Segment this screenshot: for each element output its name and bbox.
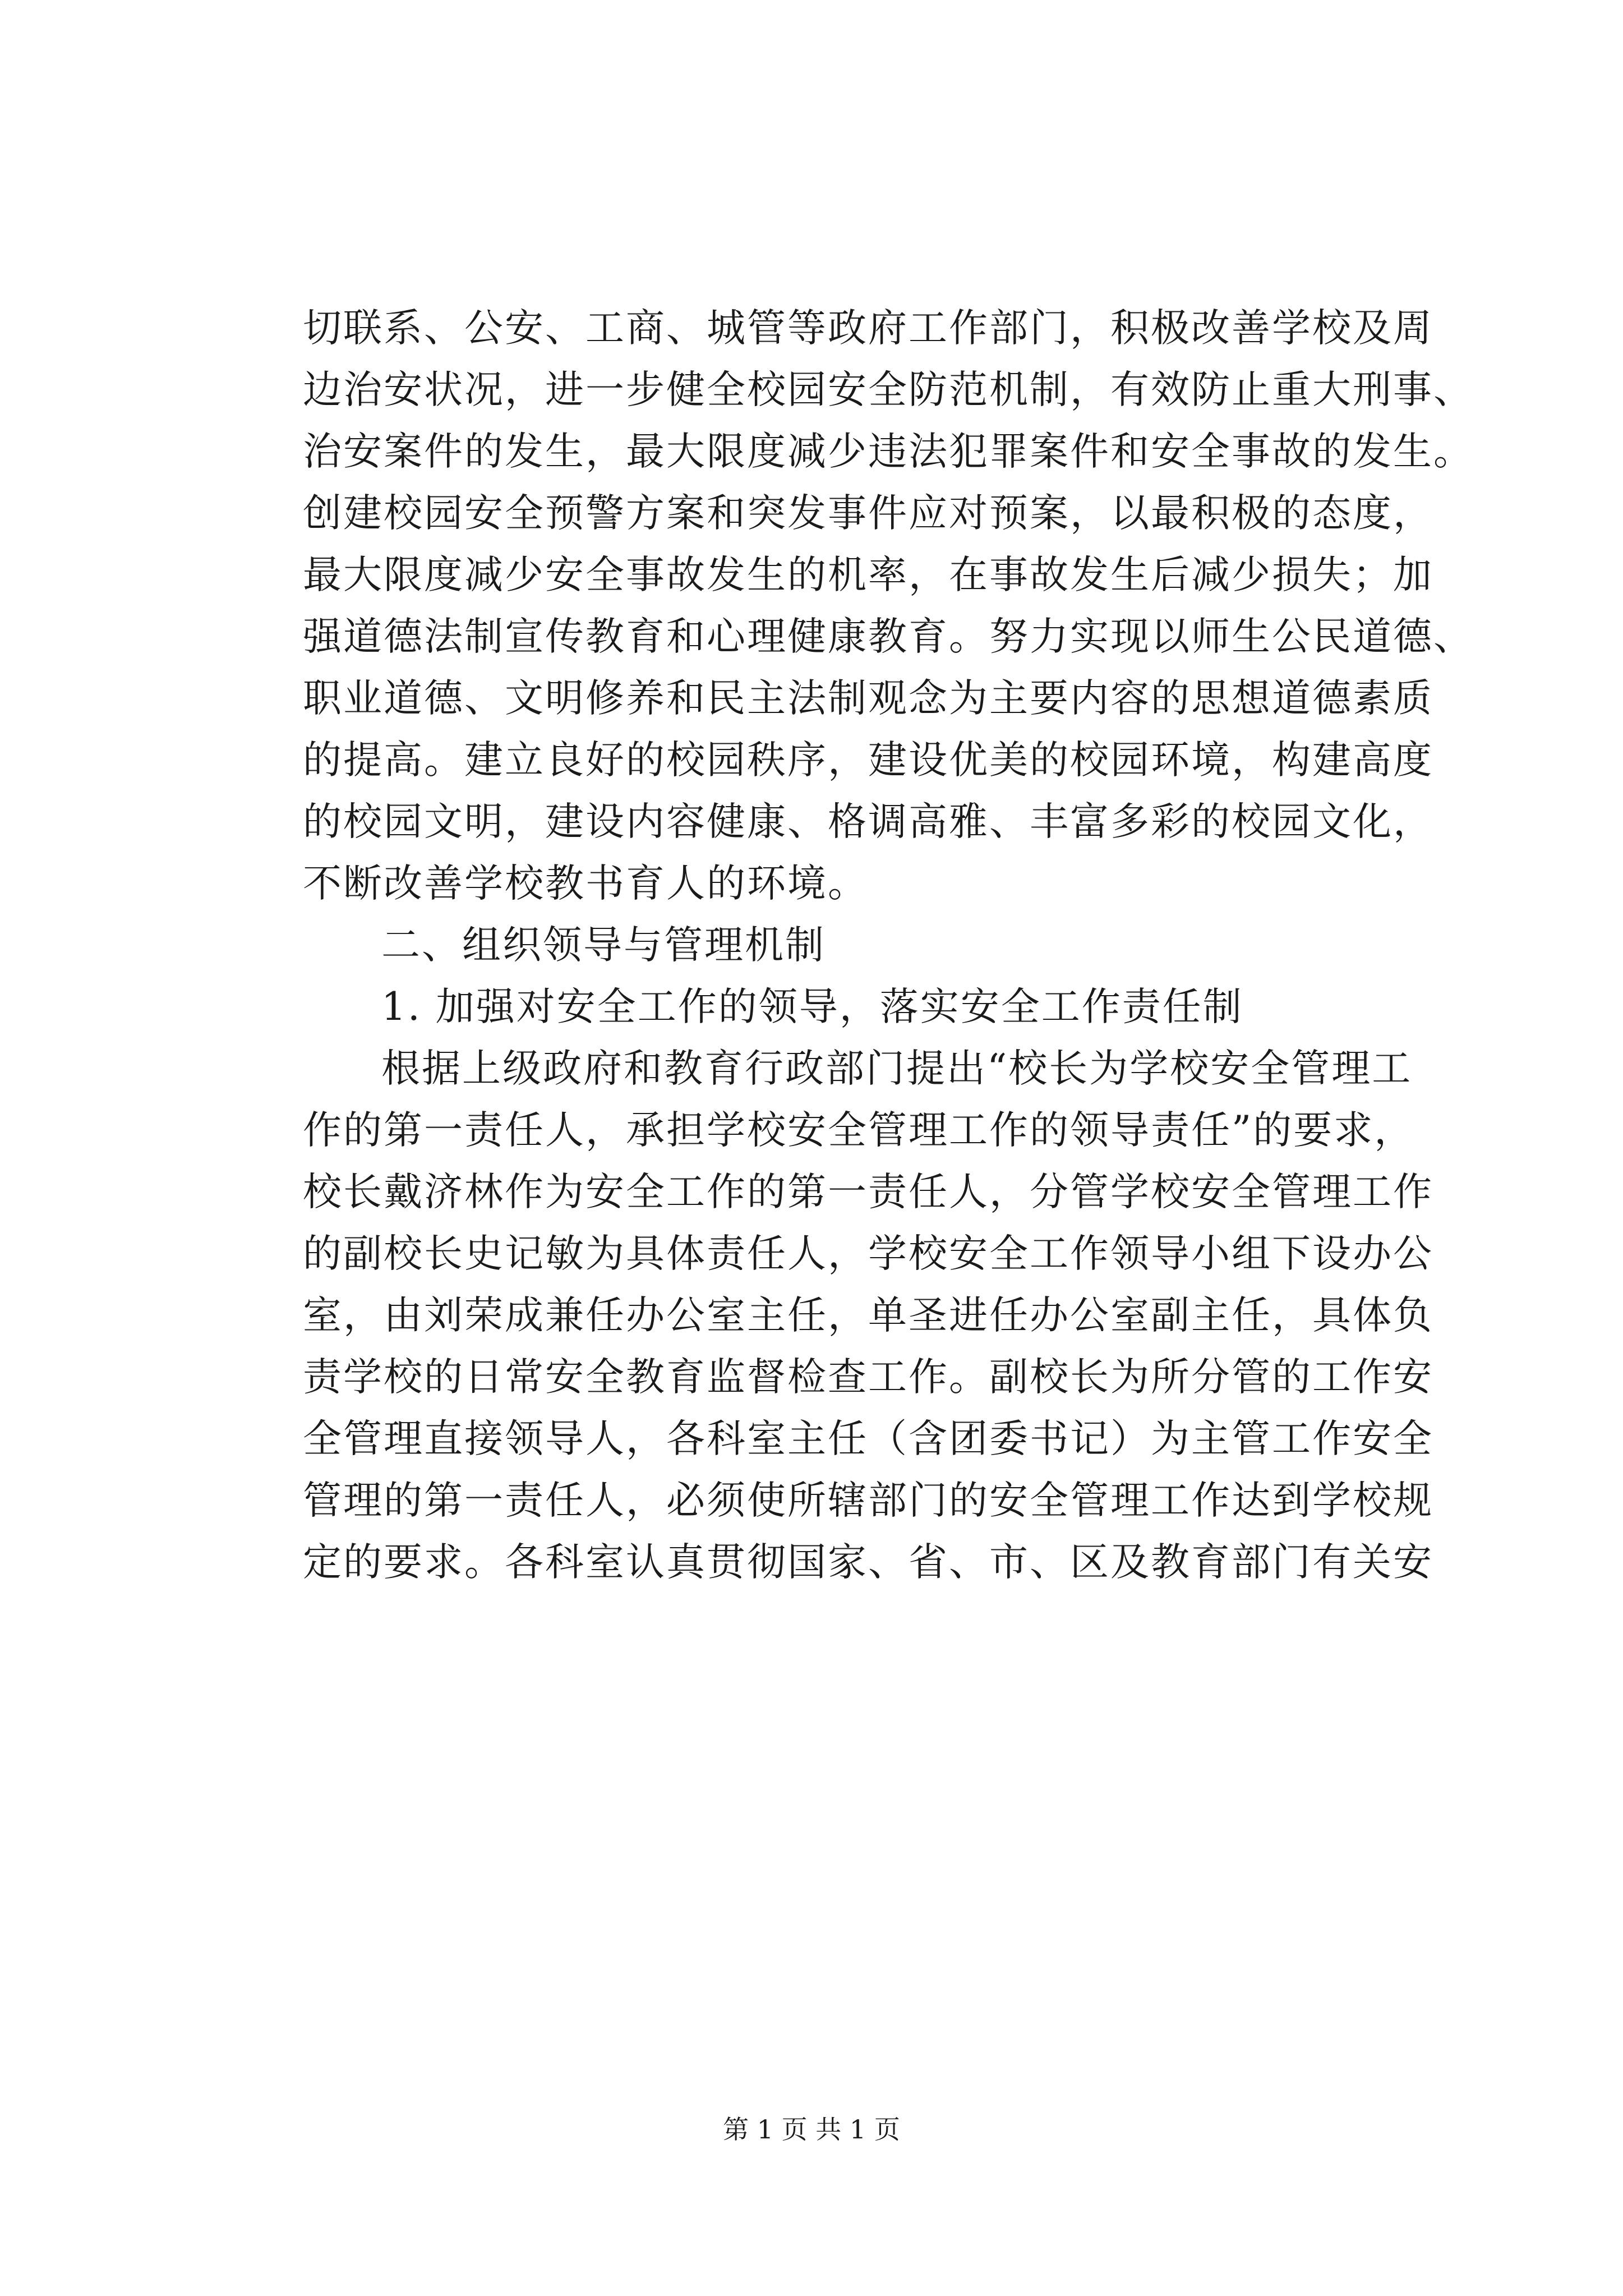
paragraph-first-line: 根据上级政府和教育行政部门提出“校长为学校安全管理工 [381, 1046, 1413, 1091]
body-text-line: 的提高。建立良好的校园秩序，建设优美的校园环境，构建高度 [303, 738, 1433, 783]
section-heading: 二、组织领导与管理机制 [381, 923, 826, 968]
body-text-line: 管理的第一责任人，必须使所辖部门的安全管理工作达到学校规 [303, 1478, 1433, 1523]
body-text-line: 责学校的日常安全教育监督检查工作。副校长为所分管的工作安 [303, 1355, 1433, 1400]
body-text-line: 的校园文明，建设内容健康、格调高雅、丰富多彩的校园文化， [303, 799, 1433, 844]
body-text-line: 全管理直接领导人，各科室主任（含团委书记）为主管工作安全 [303, 1416, 1433, 1461]
body-text-line: 最大限度减少安全事故发生的机率，在事故发生后减少损失；加 [303, 553, 1433, 597]
body-text-line: 校长戴济林作为安全工作的第一责任人，分管学校安全管理工作 [303, 1170, 1433, 1214]
body-text-line: 职业道德、文明修养和民主法制观念为主要内容的思想道德素质 [303, 676, 1433, 721]
body-text-line: 作的第一责任人，承担学校安全管理工作的领导责任”的要求， [303, 1108, 1415, 1153]
body-text-line: 室，由刘荣成兼任办公室主任，单圣进任办公室副主任，具体负 [303, 1293, 1433, 1338]
body-text-line: 边治安状况，进一步健全校园安全防范机制，有效防止重大刑事、 [303, 367, 1474, 412]
page-footer: 第 1 页 共 1 页 [723, 2114, 900, 2145]
body-text-line: 治安案件的发生，最大限度减少违法犯罪案件和安全事故的发生。 [303, 429, 1474, 474]
subsection-heading: 1. 加强对安全工作的领导，落实安全工作责任制 [381, 984, 1243, 1029]
body-text-line: 定的要求。各科室认真贯彻国家、省、市、区及教育部门有关安 [303, 1540, 1433, 1585]
body-text-line: 强道德法制宣传教育和心理健康教育。努力实现以师生公民道德、 [303, 614, 1474, 659]
body-text-line: 的副校长史记敏为具体责任人，学校安全工作领导小组下设办公 [303, 1231, 1433, 1276]
body-text-line: 不断改善学校教书育人的环境。 [303, 861, 868, 906]
body-text-line: 创建校园安全预警方案和突发事件应对预案，以最积极的态度， [303, 491, 1433, 536]
body-text-line: 切联系、公安、工商、城管等政府工作部门，积极改善学校及周 [303, 306, 1433, 351]
